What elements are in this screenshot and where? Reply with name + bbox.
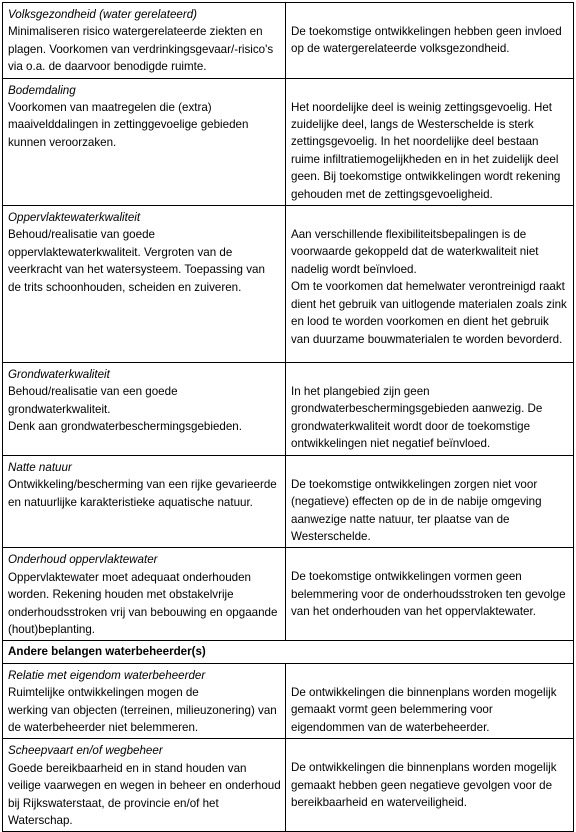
table-cell-requirement	[3, 3, 286, 79]
row-title: Relatie met eigendom waterbeheerder	[8, 668, 206, 682]
table-row	[3, 739, 574, 832]
table-cell-requirement	[3, 663, 286, 739]
table-cell-response	[286, 548, 574, 641]
table-cell-response	[286, 78, 574, 205]
row-response: De toekomstige ontwikkelingen hebben geen invloed op de watergerelateerde volksgezondheid.	[291, 25, 562, 56]
table-cell-requirement	[3, 739, 286, 832]
table-row	[3, 78, 574, 205]
section-heading: Andere belangen waterbeheerder(s)	[3, 641, 574, 663]
row-title: Volksgezondheid (water gerelateerd)	[8, 8, 198, 21]
row-title: Onderhoud oppervlaktewater	[8, 553, 158, 567]
row-requirement: Goede bereikbaarheid en in stand houden van veilige vaarwegen en wegen in beheer en onderhoud bij Rijkswaterstaat, de provincie en/of het Waterschap.	[8, 761, 281, 827]
table-cell-requirement	[3, 78, 286, 205]
row-requirement: Behoud/realisatie van goede oppervlaktewaterkwaliteit. Vergroten van de veerkracht van het watersysteem. Toepassing van de trits schoonhouden, scheiden en zuiveren.	[8, 228, 265, 294]
row-response: De toekomstige ontwikkelingen vormen geen belemmering voor de onderhoudsstroken ten gevolge van het onderhouden van het oppervlaktewater.	[291, 570, 566, 619]
table-row	[3, 3, 574, 79]
row-response: De ontwikkelingen die binnenplans worden mogelijk gemaakt vormt geen belemmering voor eigendommen van de waterbeheerder.	[291, 685, 557, 734]
row-response: De toekomstige ontwikkelingen zorgen niet voor (negatieve) effecten op de in de nabije omgeving aanwezige natte natuur, ter plaatse van de Westerschelde.	[291, 477, 542, 543]
table-row	[3, 663, 574, 739]
row-response: Aan verschillende flexibiliteitsbepalingen is de voorwaarde gekoppeld dat de waterkwaliteit niet nadelig wordt beïnvloed.	[291, 228, 539, 276]
table-cell-requirement	[3, 548, 286, 641]
section-heading-row	[3, 641, 574, 663]
table-row	[3, 455, 574, 548]
row-title: Natte natuur	[8, 460, 72, 474]
row-requirement: Behoud/realisatie van een goede grondwaterkwaliteit. Denk aan grondwaterbeschermingsgebieden.	[8, 385, 242, 434]
table-cell-requirement	[3, 363, 286, 456]
row-response-2: Om te voorkomen dat hemelwater verontreinigd raakt dient het gebruik van uitlogende materialen zoals zink en lood te worden voorkomen en dient het gebruik van duurzame bouwmaterialen te worden bevorderd.	[291, 280, 567, 346]
row-requirement: Voorkomen van maatregelen die (extra) maaivelddalingen in zettinggevoelige gebieden kunnen veroorzaken.	[8, 101, 249, 149]
table-cell-response	[286, 663, 574, 739]
row-requirement: Ontwikkeling/bescherming van een rijke gevarieerde en natuurlijke karakteristieke aquatische natuur.	[8, 478, 277, 509]
table-cell-response	[286, 3, 574, 79]
row-title: Oppervlaktewaterkwaliteit	[8, 211, 141, 225]
table-cell-response	[286, 739, 574, 832]
row-response: De ontwikkelingen die binnenplans worden mogelijk gemaakt hebben geen negatieve gevolgen voor de bereikbaarheid en waterveiligheid.	[291, 761, 557, 810]
table-cell-response	[286, 206, 574, 363]
row-requirement: Minimaliseren risico watergerelateerde ziekten en plagen. Voorkomen van verdrinkingsgevaar/-risico's via o.a. de daarvoor benodigde ruimte.	[8, 25, 274, 74]
table-cell-requirement	[3, 455, 286, 548]
row-response: Het noordelijke deel is weinig zettingsgevoelig. Het zuidelijke deel, langs de Westerschelde is sterk zettingsgevoelig. In het noordelijke deel bestaan ruime infiltratiemogelijkheden en in het zuidelijk deel geen. Bij toekomstige ontwikkelingen wordt rekening gehouden met de zettingsgevoeligheid.	[291, 100, 561, 201]
water-assessment-table	[2, 2, 574, 832]
row-requirement: Ruimtelijke ontwikkelingen mogen de werking van objecten (terreinen, milieuzonering) van de waterbeheerder niet belemmeren.	[8, 686, 277, 734]
row-title: Grondwaterkwaliteit	[8, 368, 110, 382]
row-title: Scheepvaart en/of wegbeheer	[8, 744, 163, 758]
table-row	[3, 548, 574, 641]
table-cell-response	[286, 455, 574, 548]
table-cell-response	[286, 363, 574, 456]
table-row	[3, 206, 574, 363]
table-cell-requirement	[3, 206, 286, 363]
row-response: In het plangebied zijn geen grondwaterbeschermingsgebieden aanwezig. De grondwaterkwaliteit wordt door de toekomstige ontwikkelingen niet negatief beïnvloed.	[291, 385, 543, 451]
row-title: Bodemdaling	[8, 83, 76, 97]
row-requirement: Oppervlaktewater moet adequaat onderhouden worden. Rekening houden met obstakelvrije onderhoudsstroken vrij van bebouwing en opgaande (hout)beplanting.	[8, 570, 278, 636]
table-row	[3, 363, 574, 456]
